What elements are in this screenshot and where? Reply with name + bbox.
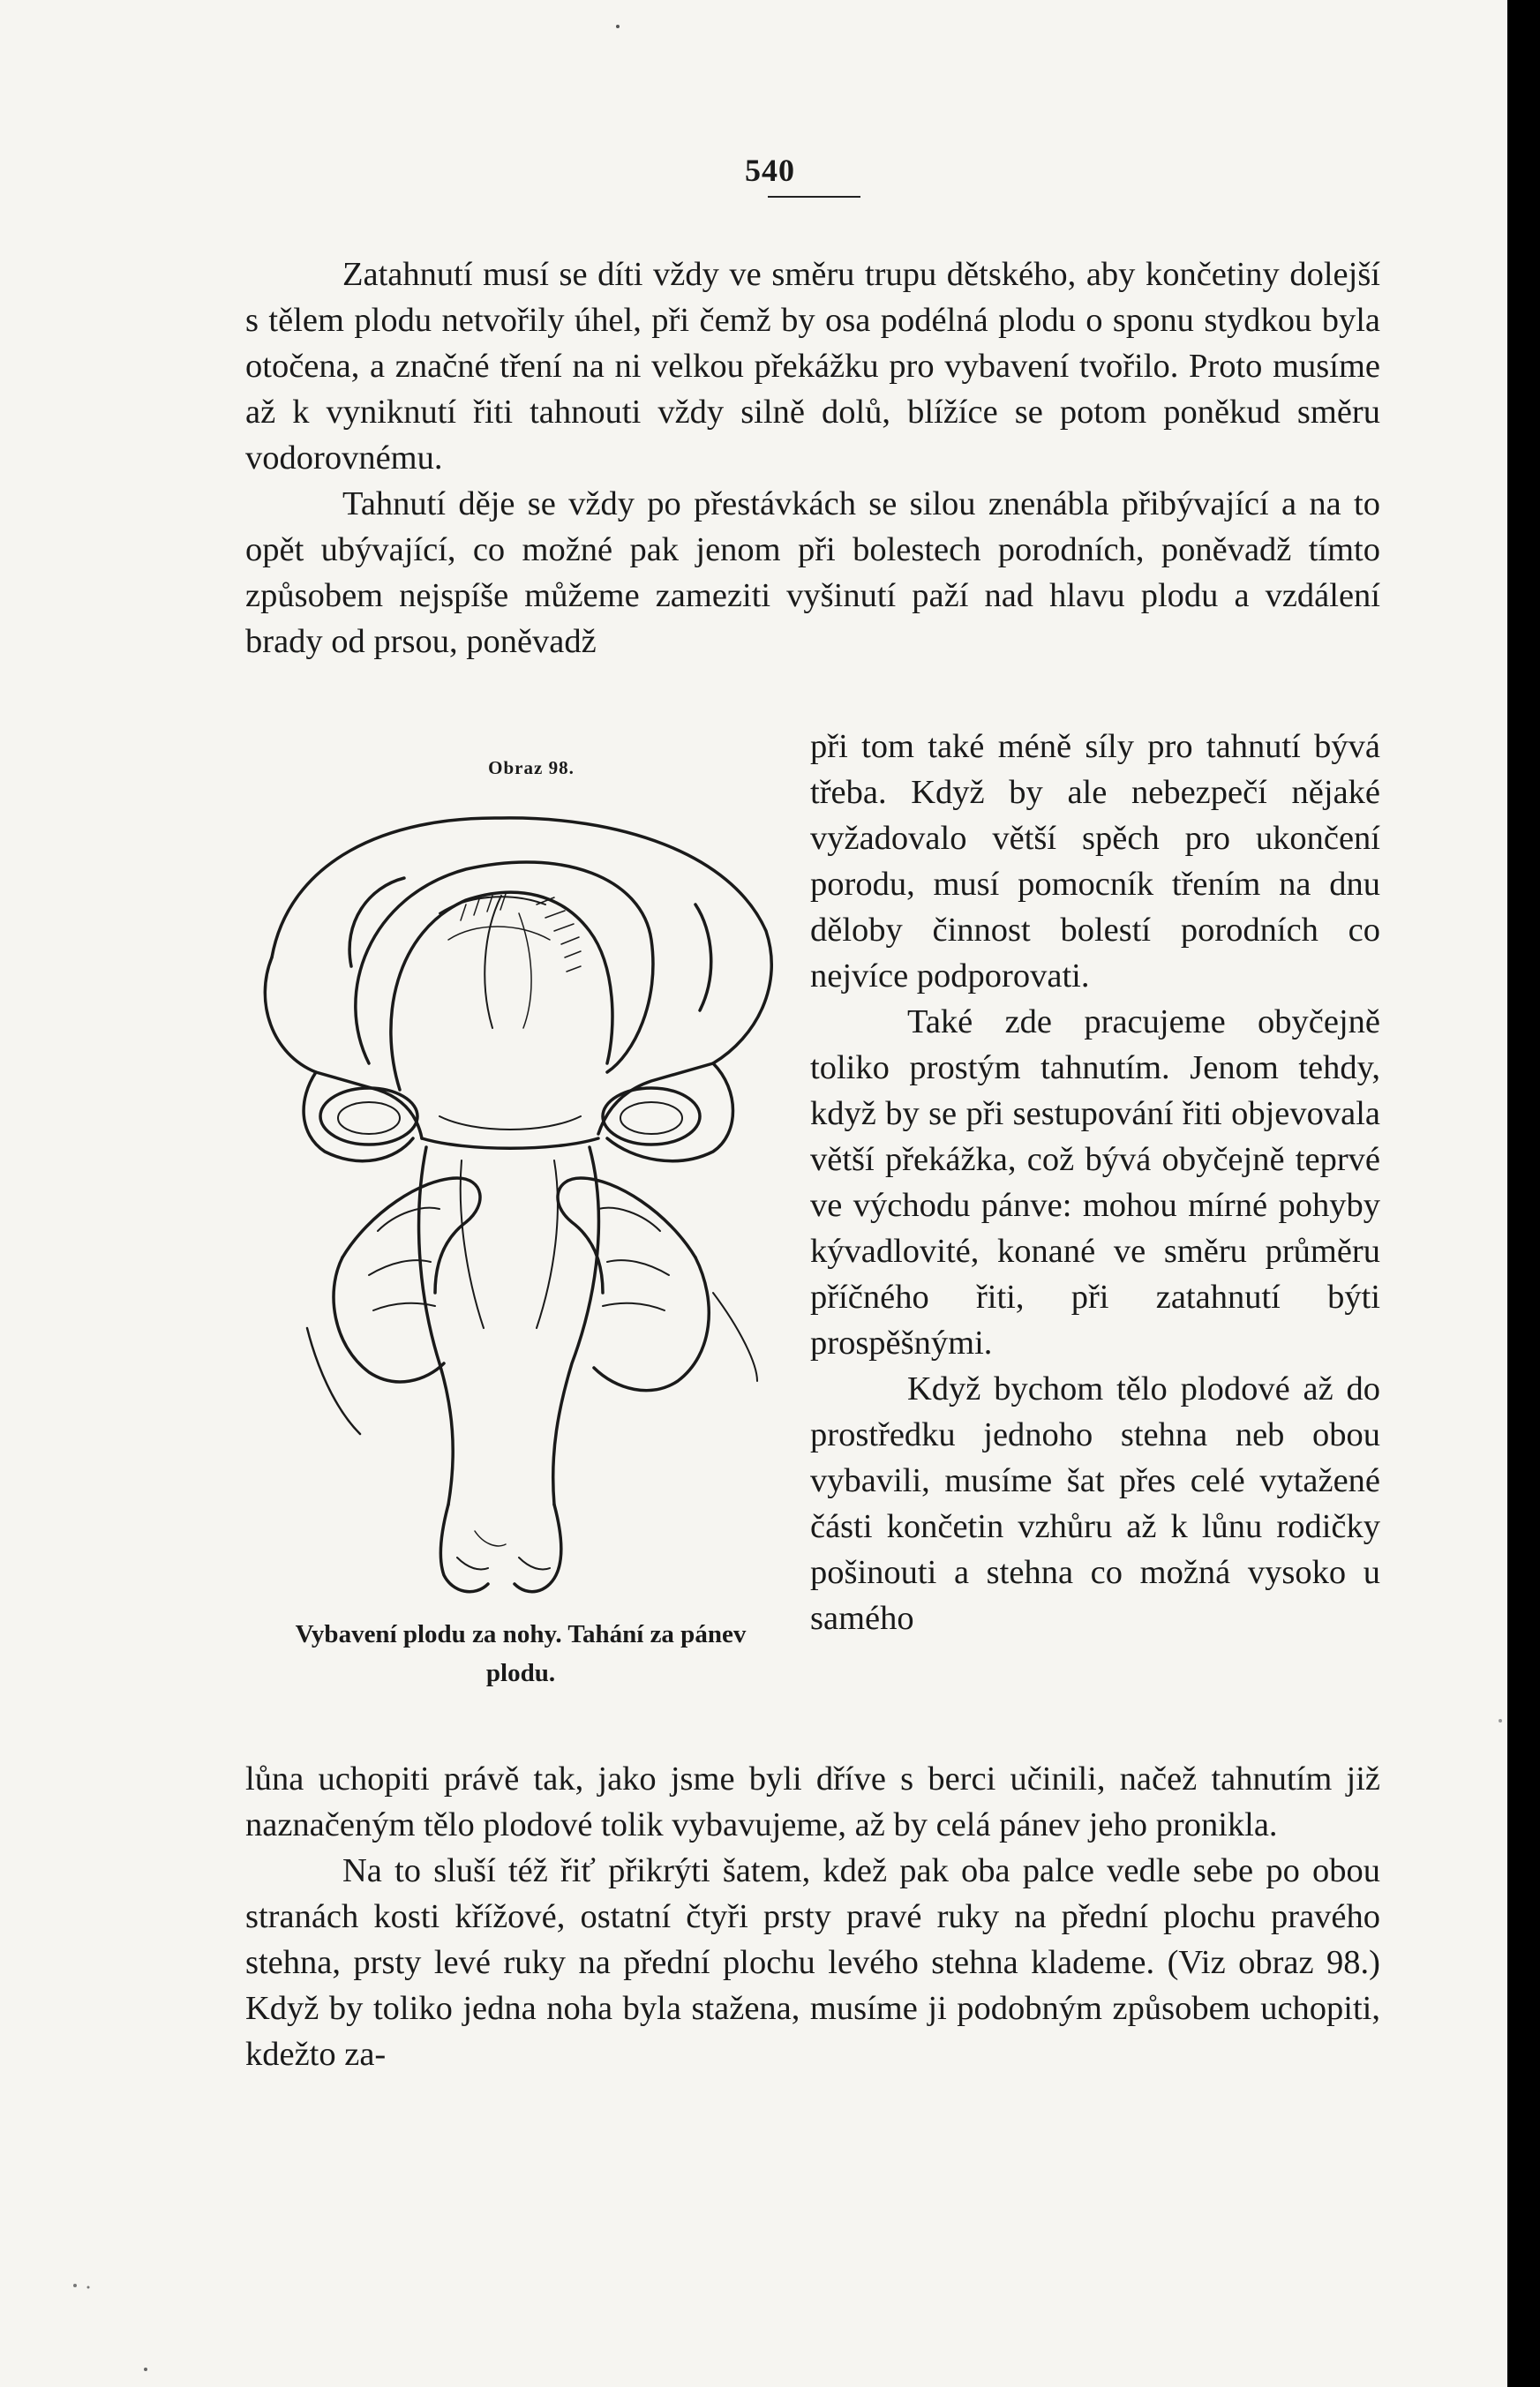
paragraph-4: Také zde pracujeme obyčejně toliko prostým tahnutím. Jenom tehdy, když by se při sestupování řiti objevovala větší překážka, což bývá obyčejně teprvé ve východu pánve: mohou mírné pohyby kývadlovité, konané ve směru průměru příčného řiti, při zatahnutí býti prospěšnými.	[810, 1003, 1380, 1362]
scan-border	[1507, 0, 1540, 2387]
paragraph-3: při tom také méně síly pro tahnutí bývá třeba. Když by ale nebezpečí nějaké vyžadovalo větší spěch pro ukončení porodu, musí pomocník třením na dnu děloby činnost bolestí porodních co nejvíce podporovati.	[810, 728, 1380, 995]
figure-label: Obraz 98.	[488, 757, 575, 778]
paragraph-6: lůna uchopiti právě tak, jako jsme byli dříve s berci učinili, načež tahnutím již naznačeným tělo plodové tolik vybavujeme, až by celá pánev jeho pronikla.	[245, 1760, 1380, 1843]
paragraph-2: Tahnutí děje se vždy po přestávkách se silou znenábla přibývající a na to opět ubývající, co možné pak jenom při bolestech porodních, poněvadž tímto způsobem nejspíše můžeme zameziti vyšinutí paží nad hlavu plodu a vzdálení brady od prsou, poněvadž	[245, 485, 1380, 660]
paragraph-1: Zatahnutí musí se díti vždy ve směru trupu dětského, aby končetiny dolejší s tělem plodu netvořily úhel, při čemž by osa podélná plodu o sponu stydkou byla otočena, a značné tření na ni velkou překážku pro vybavení tvořilo. Proto musíme až k vyniknutí řiti tahnouti vždy silně dolů, blížíce se potom poněkud směru vodorovnému.	[245, 256, 1380, 477]
page-number: 540	[745, 153, 795, 188]
paragraph-5: Když bychom tělo plodové až do prostředku jednoho stehna neb obou vybavili, musíme šat přes celé vytažené části končetin vzhůru až k lůnu rodičky pošinouti a stehna co možná vysoko u samého	[810, 1370, 1380, 1637]
figure-caption: Vybavení plodu za nohy. Tahání za pánev plodu.	[295, 1620, 747, 1687]
paragraph-7: Na to sluší též řiť přikrýti šatem, kdež pak oba palce vedle sebe po obou stranách kosti křížové, ostatní čtyři prsty pravé ruky na přední plochu pravého stehna, prsty levé ruky na přední plochu levého stehna klademe. (Viz obraz 98.) Když by toliko jedna noha byla stažena, musíme ji podobným způsobem uchopiti, kdežto za-	[245, 1852, 1380, 2073]
